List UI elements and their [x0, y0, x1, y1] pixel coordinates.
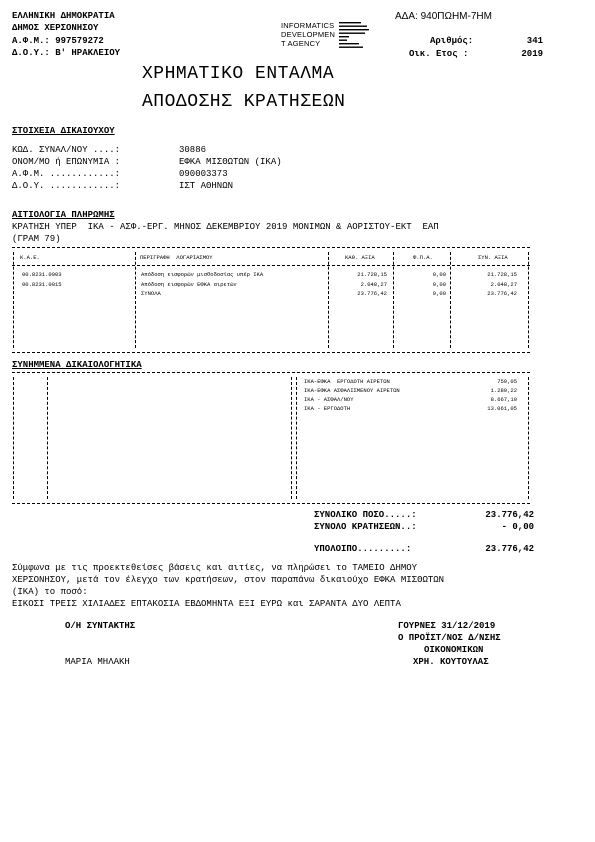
beneficiary-label-code: ΚΩΔ. ΣΥΝΑΛ/ΝΟΥ ....: [12, 145, 121, 155]
supporting-col-line [528, 377, 529, 499]
table-totals-desc: ΣΥΝΟΛΑ [141, 290, 161, 297]
total-deductions-label: ΣΥΝΟΛΟ ΚΡΑΤΗΣΕΩΝ..: [314, 522, 417, 532]
supporting-item-2-label: ΙΚΑ-ΕΦΚΑ ΑΣΦΑΛΙΣΜΕΝΟΥ ΑΙΡΕΤΩΝ [304, 387, 400, 394]
supporting-top-rule [12, 372, 530, 373]
table-totals-kath: 23.776,42 [357, 290, 387, 297]
table-col-line [393, 252, 394, 348]
table-row-1-desc: Απόδοση εισφορών μισθοδοσίας υπέρ ΙΚΑ [141, 271, 264, 278]
table-col-line [450, 252, 451, 348]
table-col-line [528, 252, 529, 348]
beneficiary-value-code: 30886 [179, 145, 207, 155]
supporting-item-1-value: 759,05 [497, 378, 517, 385]
org-name: ΕΛΛΗΝΙΚΗ ΔΗΜΟΚΡΑΤΙΑ [12, 11, 115, 21]
supporting-item-4-label: ΙΚΑ - ΕΡΓΟΔΟΤΗ [304, 405, 351, 412]
arithmos-label: Αριθμός: [430, 36, 474, 46]
ada-code: ΑΔΑ: 940ΠΩΗΜ-7ΗΜ [395, 11, 492, 22]
beneficiary-label-doy: Δ.Ο.Υ. ............: [12, 181, 121, 191]
amount-in-words: ΕΙΚΟΣΙ ΤΡΕΙΣ ΧΙΛΙΑΔΕΣ ΕΠΤΑΚΟΣΙΑ ΕΒΔΟΜΗΝΤΑ ΕΞΙ ΕΥΡΩ και ΣΑΡΑΝΤΑ ΔΥΟ ΛΕΠΤΑ [12, 599, 401, 609]
oik-etos-value: 2019 [521, 49, 543, 59]
beneficiary-value-name: ΕΦΚΑ ΜΙΣΘΩΤΩΝ (ΙΚΑ) [179, 157, 282, 167]
col-header-kae: Κ.Α.Ε. [20, 254, 40, 261]
supporting-col-line [296, 377, 297, 499]
table-col-line [328, 252, 329, 348]
table-col-line [135, 252, 136, 348]
signature-left-name: ΜΑΡΙΑ ΜΗΛΑΚΗ [65, 657, 130, 667]
total-amount-label: ΣΥΝΟΛΙΚΟ ΠΟΣΟ.....: [314, 510, 417, 520]
balance-label: ΥΠΟΛΟΙΠΟ.........: [314, 544, 412, 554]
table-row-2-kae: 00.8231.0015 [22, 281, 62, 288]
table-row-1-kath: 21.728,15 [357, 271, 387, 278]
signature-right-title1: Ο ΠΡΟΪΣΤ/ΝΟΣ Δ/ΝΣΗΣ [398, 633, 501, 643]
supporting-item-2-value: 1.289,22 [490, 387, 517, 394]
table-header-rule [12, 265, 530, 266]
table-row-2-kath: 2.048,27 [360, 281, 387, 288]
supporting-col-line [13, 377, 14, 499]
balance-value: 23.776,42 [485, 544, 534, 554]
statement-line2: ΧΕΡΣΟΝΗΣΟΥ, μετά τον έλεγχο των κρατήσεων, στον παραπάνω δικαιούχο ΕΦΚΑ ΜΙΣΘΩΤΩΝ [12, 575, 445, 585]
org-doy: Δ.Ο.Υ.: Β' ΗΡΑΚΛΕΙΟΥ [12, 48, 121, 58]
payment-heading: ΑΙΤΙΟΛΟΓΙΑ ΠΛΗΡΩΜΗΣ [12, 210, 115, 220]
logo-fine-print-icon [339, 21, 377, 49]
table-totals-fpa: 0,00 [432, 290, 446, 297]
col-header-kath: ΚΑΘ. ΑΞΙΑ [345, 254, 375, 261]
beneficiary-value-afm: 090003373 [179, 169, 228, 179]
signature-left-title: Ο/Η ΣΥΝΤΑΚΤΗΣ [65, 621, 136, 631]
org-afm: Α.Φ.Μ.: 997579272 [12, 36, 104, 46]
statement-line1: Σύμφωνα με τις προεκτεθείσες βάσεις και αιτίες, να πληρώσει το ΤΑΜΕΙΟ ΔΗΜΟΥ [12, 563, 418, 573]
diavgeia-logo [281, 21, 335, 48]
statement-line3: (ΙΚΑ) το ποσό: [12, 587, 88, 597]
table-row-1-syn: 21.728,15 [487, 271, 517, 278]
logo-line-2: DEVELOPMEN [281, 30, 336, 39]
table-top-rule [12, 247, 530, 248]
supporting-col-line [291, 377, 292, 499]
signature-right-title2: ΟΙΚΟΝΟΜΙΚΩΝ [424, 645, 484, 655]
table-totals-syn: 23.776,42 [487, 290, 517, 297]
col-header-syn: ΣΥΝ. ΑΞΙΑ [478, 254, 508, 261]
logo-line-1: INFORMATICS [281, 21, 335, 30]
payment-reason-line1: ΚΡΑΤΗΣΗ ΥΠΕΡ ΙΚΑ - ΑΣΦ.-ΕΡΓ. ΜΗΝΟΣ ΔΕΚΕΜΒΡΙΟΥ 2019 ΜΟΝΙΜΩΝ & ΑΟΡΙΣΤΟΥ-ΕΚΤ ΕΑΠ [12, 222, 439, 232]
total-amount-value: 23.776,42 [485, 510, 534, 520]
table-col-line [13, 252, 14, 348]
beneficiary-label-afm: Α.Φ.Μ. ............: [12, 169, 121, 179]
supporting-heading: ΣΥΝΗΜΜΕΝΑ ΔΙΚΑΙΟΛΟΓΗΤΙΚΑ [12, 360, 142, 370]
beneficiary-heading: ΣΤΟΙΧΕΙΑ ΔΙΚΑΙΟΥΧΟΥ [12, 126, 115, 136]
table-row-1-fpa: 0,00 [432, 271, 446, 278]
oik-etos-label: Οικ. Ετος : [409, 49, 469, 59]
table-row-2-fpa: 0,00 [432, 281, 446, 288]
supporting-bottom-rule [12, 503, 530, 504]
payment-reason-line2: (ΓΡΑΜ 79) [12, 234, 61, 244]
supporting-item-3-label: ΙΚΑ - ΑΣΦΑΛ/ΝΟΥ [304, 396, 354, 403]
signature-right-name: ΧΡΗ. ΚΟΥΤΟΥΛΑΣ [413, 657, 489, 667]
table-bottom-rule [12, 352, 530, 353]
arithmos-value: 341 [526, 36, 543, 46]
beneficiary-value-doy: ΙΣΤ ΑΘΗΝΩΝ [179, 181, 234, 191]
table-row-1-kae: 00.8231.0003 [22, 271, 62, 278]
supporting-item-3-value: 8.667,10 [490, 396, 517, 403]
supporting-item-1-label: ΙΚΑ-ΕΦΚΑ ΕΡΓΟΔΟΤΗ ΑΙΡΕΤΩΝ [304, 378, 390, 385]
table-row-2-desc: Απόδοση εισφορών ΕΦΚΑ αιρετών [141, 281, 237, 288]
logo-line-3: T AGENCY [281, 39, 321, 48]
col-header-fpa: Φ.Π.Α. [413, 254, 433, 261]
supporting-item-4-value: 13.061,05 [487, 405, 517, 412]
municipality-name: ΔΗΜΟΣ ΧΕΡΣΟΝΗΣΟΥ [12, 23, 99, 33]
supporting-col-line [47, 377, 48, 499]
document-subtitle: ΑΠΟΔΟΣΗΣ ΚΡΑΤΗΣΕΩΝ [142, 92, 346, 112]
total-deductions-value: - 0,00 [501, 522, 534, 532]
table-row-2-syn: 2.048,27 [490, 281, 517, 288]
document-title: ΧΡΗΜΑΤΙΚΟ ΕΝΤΑΛΜΑ [142, 64, 335, 84]
signature-place-date: ΓΟΥΡΝΕΣ 31/12/2019 [398, 621, 496, 631]
beneficiary-label-name: ΟΝΟΜ/ΜΟ ή ΕΠΩΝΥΜΙΑ : [12, 157, 121, 167]
col-header-desc: ΠΕΡΙΓΡΑΦΗ ΛΟΓΑΡΙΑΣΜΟΥ [140, 254, 213, 261]
